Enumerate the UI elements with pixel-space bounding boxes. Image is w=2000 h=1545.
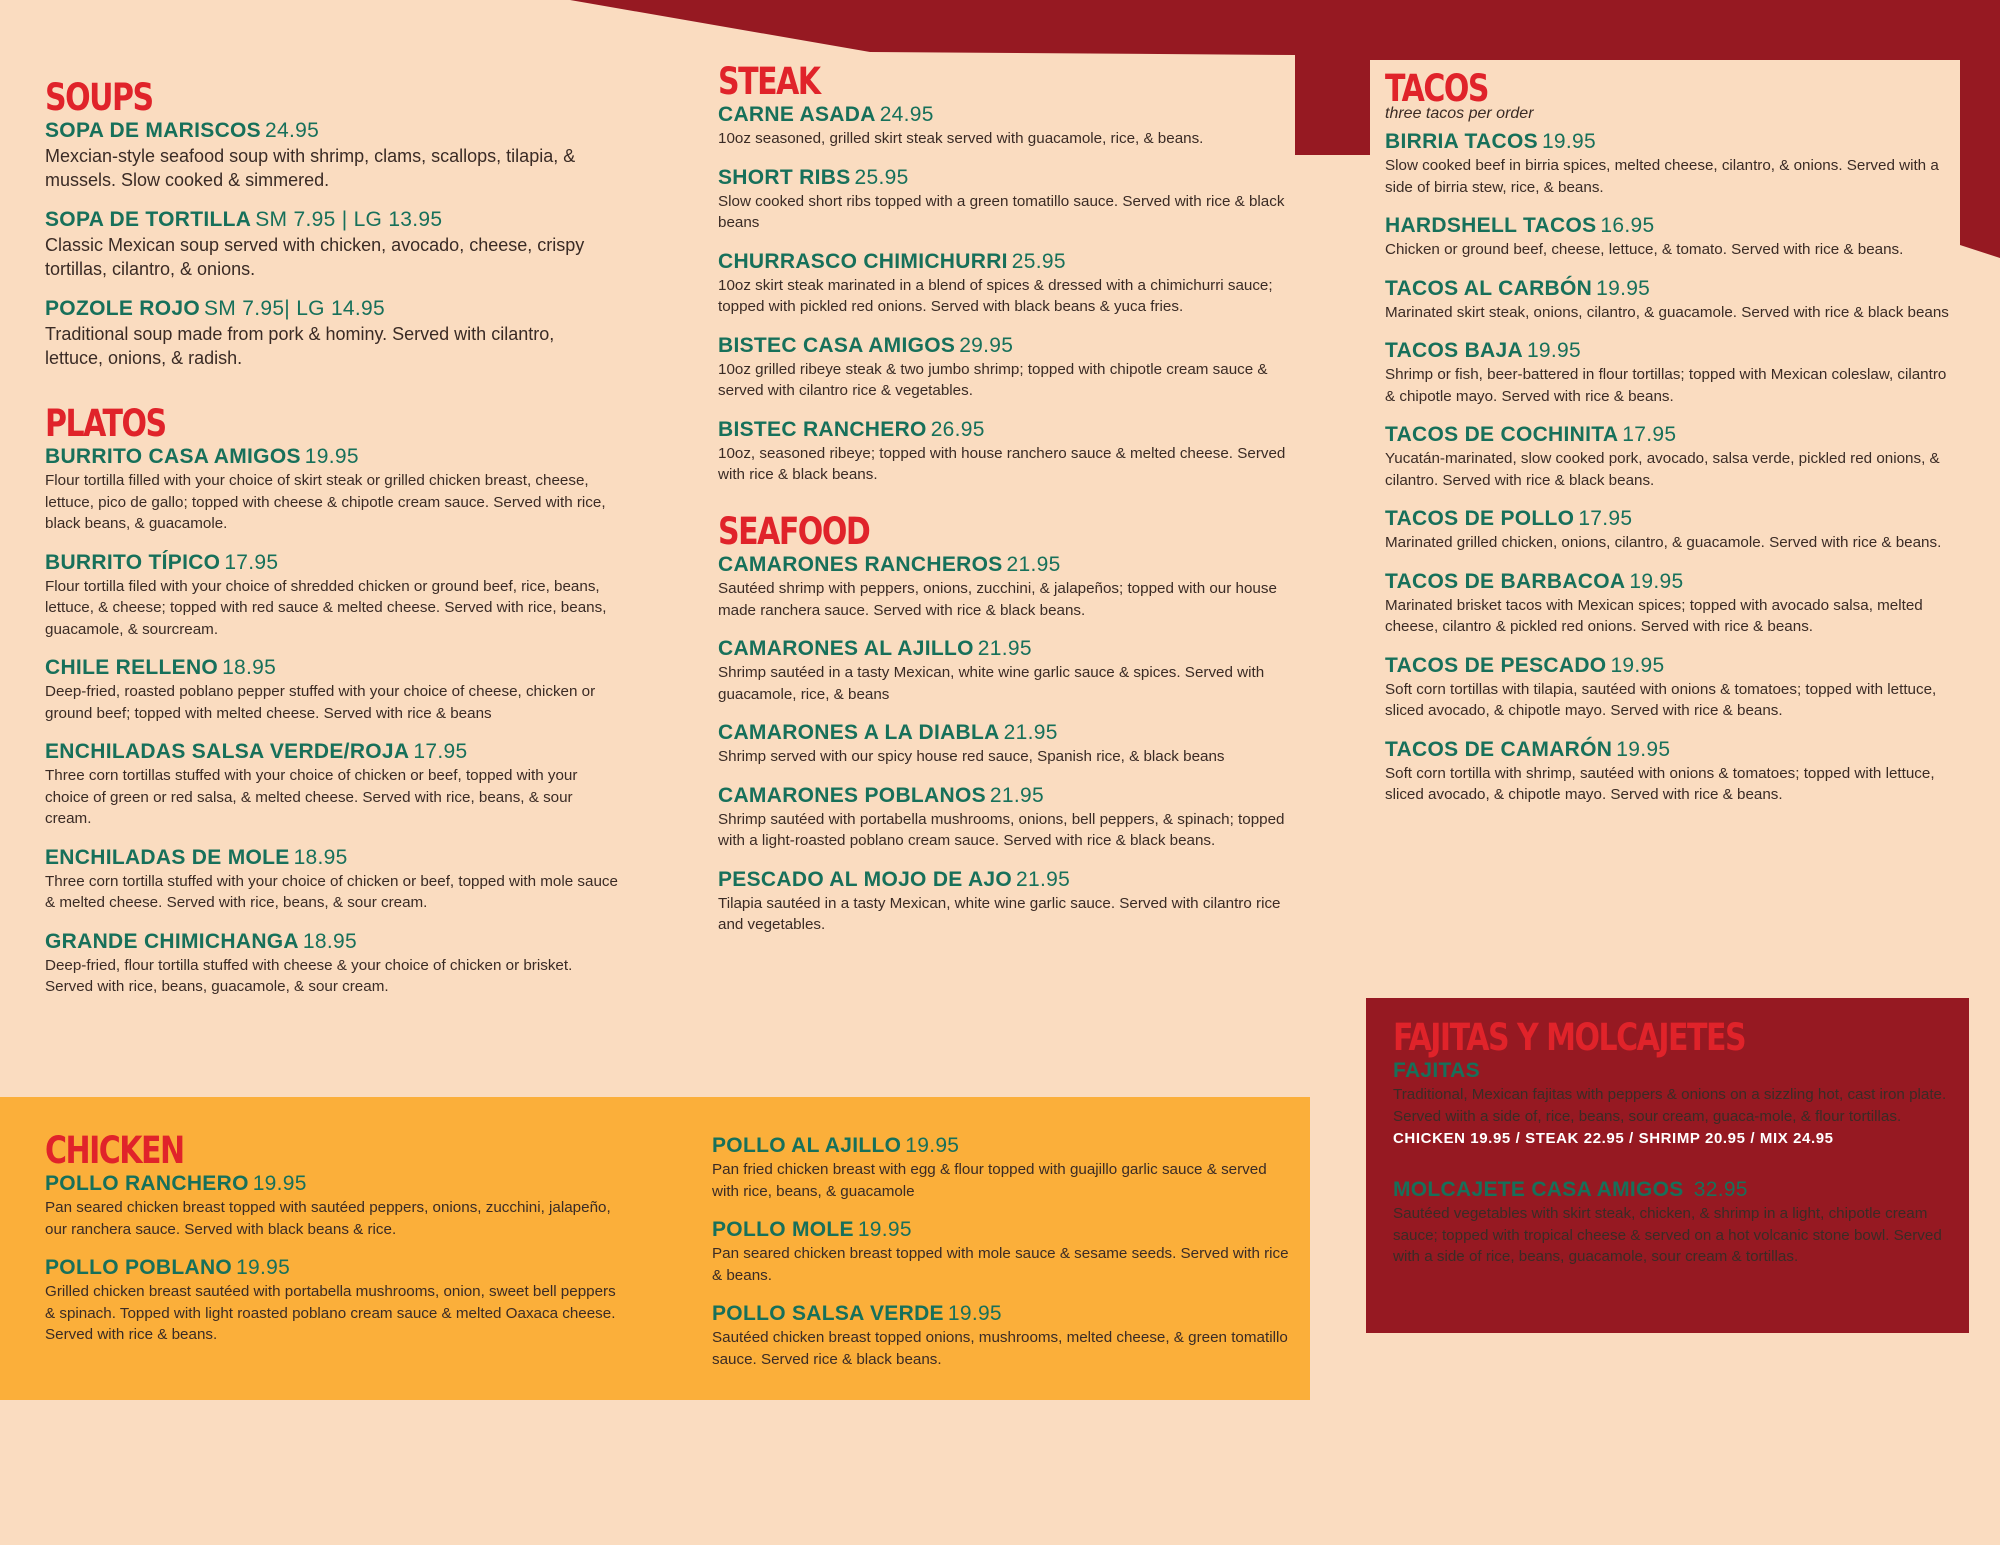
menu-item — [1385, 422, 1955, 491]
item-description: Flour tortilla filed with your choice of shredded chicken or ground beef, rice, beans, lettuce, & cheese; topped with red sauce & melted cheese. Served with rice, beans, guacamole, & sourcream. — [45, 577, 607, 638]
item-name: TACOS AL CARBÓN — [1385, 276, 1593, 300]
item-description: Chicken or ground beef, cheese, lettuce, & tomato. Served with rice & beans. — [1385, 241, 1904, 258]
item-price: 19.95 — [1629, 569, 1684, 593]
item-description: Yucatán-marinated, slow cooked pork, avocado, salsa verde, pickled red onions, & cilantro. Served with rice & black beans. — [1385, 450, 1940, 489]
item-description: Slow cooked short ribs topped with a green tomatillo sauce. Served with rice & black beans — [718, 192, 1285, 231]
fajitas-section — [1393, 1016, 1948, 1283]
item-price: 24.95 — [265, 119, 320, 142]
item-description: 10oz seasoned, grilled skirt steak served with guacamole, rice, & beans. — [718, 130, 1204, 147]
section-title: TACOS — [1385, 67, 1488, 111]
item-description: Soft corn tortillas with tilapia, sautéed with onions & tomatoes; topped with lettuce, sliced avocado, & chipotle mayo. Served with rice & beans. — [1385, 680, 1937, 719]
item-price: 21.95 — [1006, 553, 1061, 576]
item-name: CAMARONES RANCHEROS — [718, 553, 1003, 576]
item-name: BIRRIA TACOS — [1385, 130, 1538, 153]
item-price: 19.95 — [1596, 276, 1651, 300]
menu-item — [1385, 569, 1955, 638]
item-name: BISTEC CASA AMIGOS — [718, 333, 956, 357]
menu-item — [718, 417, 1290, 486]
item-name: GRANDE CHIMICHANGA — [45, 929, 299, 953]
section-title: PLATOS — [45, 402, 166, 446]
item-name: ENCHILADAS DE MOLE — [45, 845, 290, 869]
item-price: 25.95 — [854, 165, 909, 189]
item-description: Sautéed shrimp with peppers, onions, zucchini, & jalapeños; topped with our house made ranchera sauce. Served with rice & black beans. — [718, 580, 1277, 619]
item-price: 19.95 — [1526, 339, 1582, 362]
item-price: 21.95 — [977, 637, 1032, 660]
section-title: SOUPS — [45, 76, 153, 120]
menu-items — [1385, 129, 1955, 806]
menu-item — [45, 655, 620, 724]
chicken-section — [45, 1129, 625, 1361]
menu-items — [45, 118, 615, 370]
menu-item — [718, 867, 1290, 936]
fajitas-price-list: CHICKEN 19.95 / STEAK 22.95 / SHRIMP 20.95 / MIX 24.95 — [1393, 1130, 1834, 1147]
item-name: CARNE ASADA — [718, 103, 876, 126]
item-description: Sautéed chicken breast topped onions, mushrooms, melted cheese, & green tomatillo sauce. Served rice & black beans. — [712, 1329, 1288, 1368]
item-name: POLLO MOLE — [712, 1218, 854, 1241]
menu-item — [45, 444, 620, 535]
item-price: 18.95 — [222, 656, 277, 679]
menu-items — [718, 102, 1290, 486]
item-name: POLLO AL AJILLO — [712, 1134, 902, 1157]
item-description: Marinated grilled chicken, onions, cilantro, & guacamole. Served with rice & beans. — [1385, 534, 1942, 551]
item-description: Pan fried chicken breast with egg & flour topped with guajillo garlic sauce & served with rice, beans, & guacamole — [712, 1161, 1267, 1200]
item-name: MOLCAJETE CASA AMIGOS — [1393, 1178, 1684, 1201]
item-name: SOPA DE MARISCOS — [45, 119, 261, 142]
item-price: 17.95 — [1622, 423, 1677, 446]
item-price: 21.95 — [1016, 867, 1071, 891]
item-price: 19.95 — [947, 1302, 1002, 1325]
item-name: TACOS DE BARBACOA — [1385, 569, 1626, 593]
menu-item — [1385, 276, 1955, 324]
menu-item — [712, 1133, 1297, 1202]
item-name: PESCADO AL MOJO DE AJO — [718, 867, 1013, 891]
menu-item — [45, 929, 620, 998]
item-name: TACOS DE COCHINITA — [1385, 423, 1619, 446]
menu-item — [1385, 653, 1955, 722]
item-name: TACOS DE POLLO — [1385, 507, 1575, 530]
item-price: 19.95 — [905, 1134, 960, 1157]
section-title: STEAK — [718, 60, 820, 104]
item-description: 10oz grilled ribeye steak & two jumbo shrimp; topped with chipotle cream sauce & served with cilantro rice & vegetables. — [718, 360, 1268, 399]
seafood-section — [718, 510, 1290, 951]
item-name: ENCHILADAS SALSA VERDE/ROJA — [45, 740, 410, 763]
item-name: BURRITO CASA AMIGOS — [45, 445, 301, 468]
item-price: 19.95 — [1616, 737, 1671, 761]
item-description: Flour tortilla filled with your choice of skirt steak or grilled chicken breast, cheese, lettuce, pico de gallo; topped with cheese & chipotle cream sauce. Served with rice, black beans, & guacamole. — [45, 472, 606, 532]
item-name: BISTEC RANCHERO — [718, 417, 927, 441]
menu-item — [712, 1301, 1297, 1370]
item-description: Three corn tortillas stuffed with your choice of chicken or beef, topped with your choice of green or red salsa, & melted cheese. Served with rice, beans, & sour cream. — [45, 767, 578, 827]
menu-item — [718, 552, 1290, 621]
item-description: Shrimp sautéed with portabella mushrooms, onions, bell peppers, & spinach; topped with a light-roasted poblano cream sauce. Served with rice & black beans. — [718, 810, 1285, 849]
item-price: SM 7.95 | LG 13.95 — [255, 208, 443, 231]
item-description: Deep-fried, roasted poblano pepper stuffed with your choice of cheese, chicken or ground beef; topped with melted cheese. Served with rice & beans — [45, 683, 596, 722]
item-description: Soft corn tortilla with shrimp, sautéed with onions & tomatoes; topped with lettuce, sliced avocado, & chipotle mayo. Served with rice & beans. — [1385, 764, 1935, 803]
item-price: 25.95 — [1011, 249, 1066, 273]
item-price: 29.95 — [959, 333, 1014, 357]
section-title: FAJITAS Y MOLCAJETES — [1393, 1016, 1746, 1060]
item-name: CHILE RELLENO — [45, 656, 219, 679]
item-price: 24.95 — [879, 103, 934, 126]
item-price: 17.95 — [224, 550, 279, 574]
menu-item — [45, 1171, 625, 1240]
item-description: Shrimp served with our spicy house red sauce, Spanish rice, & black beans — [718, 748, 1225, 765]
item-price: 19.95 — [252, 1172, 307, 1195]
item-price: 19.95 — [304, 445, 359, 468]
item-name: TACOS BAJA — [1385, 339, 1523, 362]
menu-item — [718, 720, 1290, 768]
item-description: Three corn tortilla stuffed with your choice of chicken or beef, topped with mole sauce & melted cheese. Served with rice, beans, & sour cream. — [45, 872, 618, 911]
menu-item — [718, 102, 1290, 150]
item-description: Shrimp sautéed in a tasty Mexican, white wine garlic sauce & spices. Served with guacamole, rice, & beans — [718, 664, 1265, 703]
item-name: CAMARONES POBLANOS — [718, 783, 986, 807]
item-name: FAJITAS — [1393, 1059, 1480, 1082]
item-price: 21.95 — [1003, 721, 1058, 744]
menu-item — [718, 333, 1290, 402]
item-description: Traditional soup made from pork & hominy. Served with cilantro, lettuce, onions, & radish. — [45, 324, 555, 368]
menu-item — [1393, 1177, 1948, 1268]
item-description: 10oz, seasoned ribeye; topped with house ranchero sauce & melted cheese. Served with rice & black beans. — [718, 444, 1286, 483]
menu-item — [1385, 213, 1955, 261]
item-description: Marinated skirt steak, onions, cilantro, & guacamole. Served with rice & black beans — [1385, 303, 1949, 321]
item-description: Tilapia sautéed in a tasty Mexican, white wine garlic sauce. Served with cilantro rice and vegetables. — [718, 894, 1281, 933]
item-price: 16.95 — [1600, 214, 1655, 237]
menu-items — [45, 1171, 625, 1346]
menu-item — [1393, 1058, 1948, 1147]
platos-section — [45, 402, 620, 1013]
chicken-section-continued — [712, 1133, 1297, 1385]
item-description: Shrimp or fish, beer-battered in flour tortillas; topped with Mexican coleslaw, cilantro & chipotle mayo. Served with rice & beans. — [1385, 366, 1947, 405]
item-price: 19.95 — [1610, 653, 1665, 677]
menu-item — [1385, 338, 1955, 407]
menu-item — [1385, 506, 1955, 554]
item-name: CAMARONES AL AJILLO — [718, 637, 974, 660]
menu-item — [45, 739, 620, 830]
item-name: CAMARONES A LA DIABLA — [718, 721, 1000, 744]
menu-item — [45, 296, 615, 370]
item-price: 19.95 — [857, 1218, 912, 1241]
item-price: 17.95 — [413, 740, 468, 763]
item-description: Pan seared chicken breast topped with mole sauce & sesame seeds. Served with rice & beans. — [712, 1245, 1289, 1284]
item-description: Deep-fried, flour tortilla stuffed with cheese & your choice of chicken or brisket. Served with rice, beans, guacamole, & sour cream. — [45, 956, 573, 995]
menu-items — [45, 444, 620, 998]
item-description: Sautéed vegetables with skirt steak, chicken, & shrimp in a light, chipotle cream sauce; topped with tropical cheese & served on a hot volcanic stone bowl. Served with a side of rice, beans, guacamole, sour cream & tortillas. — [1393, 1205, 1942, 1265]
section-title: SEAFOOD — [718, 510, 870, 554]
item-description: Mexcian-style seafood soup with shrimp, clams, scallops, tilapia, & mussels. Slow cooked & simmered. — [45, 146, 576, 190]
section-title: CHICKEN — [45, 1129, 184, 1173]
steak-section — [718, 60, 1290, 501]
menu-item — [718, 636, 1290, 705]
item-name: POLLO SALSA VERDE — [712, 1302, 944, 1325]
menu-item — [718, 783, 1290, 852]
item-price: 26.95 — [930, 417, 985, 441]
tacos-section — [1385, 67, 1955, 821]
menu-items — [718, 552, 1290, 936]
item-name: POLLO POBLANO — [45, 1256, 233, 1279]
item-description: Traditional, Mexican fajitas with peppers & onions on a sizzling hot, cast iron plate. Served wiith a side of, rice, beans, sour cream, guaca-mole, & flour tortillas. — [1393, 1086, 1947, 1125]
item-name: SHORT RIBS — [718, 165, 851, 189]
menu-item — [45, 207, 615, 281]
item-price: SM 7.95| LG 14.95 — [204, 297, 385, 320]
item-name: CHURRASCO CHIMICHURRI — [718, 249, 1008, 273]
item-description: 10oz skirt steak marinated in a blend of spices & dressed with a chimichurri sauce; topped with pickled red onions. Served with black beans & yuca fries. — [718, 276, 1273, 315]
menu-item — [1385, 129, 1955, 198]
item-description: Pan seared chicken breast topped with sautéed peppers, onions, zucchini, jalapeño, our ranchera sauce. Served with black beans & rice. — [45, 1199, 611, 1238]
item-name: BURRITO TÍPICO — [45, 550, 221, 574]
item-price: 18.95 — [302, 929, 357, 953]
item-description: Classic Mexican soup served with chicken, avocado, cheese, crispy tortillas, cilantro, & onions. — [45, 235, 585, 279]
item-name: TACOS DE PESCADO — [1385, 653, 1607, 677]
item-price: 19.95 — [1541, 130, 1596, 153]
menu-item — [718, 249, 1290, 318]
item-description: Marinated brisket tacos with Mexican spices; topped with avocado salsa, melted cheese, cilantro & pickled red onions. Served with rice & beans. — [1385, 596, 1923, 635]
item-price: 21.95 — [989, 783, 1044, 807]
menu-item — [1385, 737, 1955, 806]
item-description: Slow cooked beef in birria spices, melted cheese, cilantro, & onions. Served with a side of birria stew, rice, & beans. — [1385, 157, 1939, 196]
menu-item — [45, 550, 620, 641]
menu-item — [45, 118, 615, 192]
item-name: POZOLE ROJO — [45, 297, 200, 320]
soups-section — [45, 76, 615, 385]
item-price: 18.95 — [293, 845, 348, 869]
item-name: HARDSHELL TACOS — [1385, 214, 1597, 237]
item-price: 19.95 — [236, 1256, 291, 1279]
item-price: 17.95 — [1578, 507, 1633, 530]
menu-item — [718, 165, 1290, 234]
item-name: TACOS DE CAMARÓN — [1385, 737, 1613, 761]
item-name: SOPA DE TORTILLA — [45, 208, 252, 231]
item-price: 32.95 — [1693, 1178, 1748, 1201]
menu-item — [45, 845, 620, 914]
item-description: Grilled chicken breast sautéed with portabella mushrooms, onion, sweet bell peppers & spinach. Topped with light roasted poblano cream sauce & melted Oaxaca cheese. Served with rice & beans. — [45, 1283, 616, 1343]
item-name: POLLO RANCHERO — [45, 1172, 249, 1195]
menu-item — [45, 1255, 625, 1346]
tacos-subtitle: three tacos per order — [1385, 105, 1534, 122]
menu-items — [712, 1133, 1297, 1370]
menu-item — [712, 1217, 1297, 1286]
